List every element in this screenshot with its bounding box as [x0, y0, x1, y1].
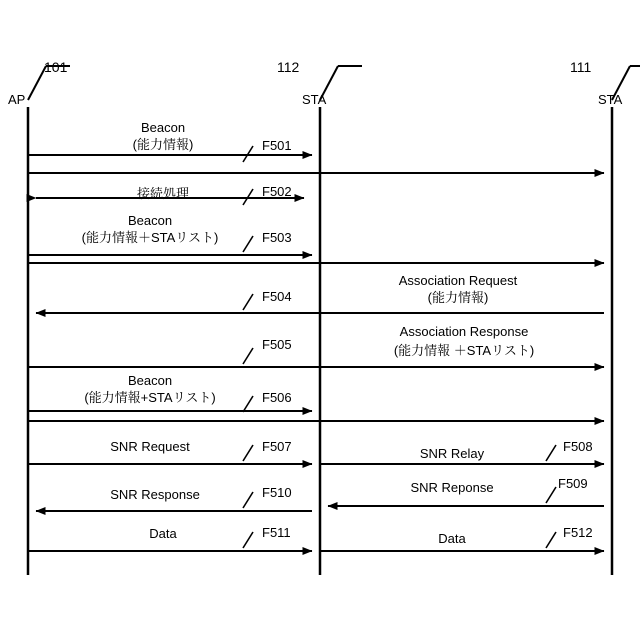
- step-id-f509: F509: [558, 476, 588, 491]
- callout-f505: [243, 348, 253, 364]
- lifeline-leaders: [28, 66, 630, 100]
- step-id-f504: F504: [262, 289, 292, 304]
- node-number-112: 112: [277, 59, 300, 75]
- callout-f504: [243, 294, 253, 310]
- message-label-snr-reponse: SNR Reponse: [410, 480, 494, 495]
- message-label-snr-response: SNR Response: [110, 487, 200, 502]
- callout-f506: [243, 396, 253, 412]
- callout-f508: [546, 445, 556, 461]
- step-id-f505: F505: [262, 337, 292, 352]
- step-id-f501: F501: [262, 138, 292, 153]
- message-label-snr-request: SNR Request: [110, 439, 190, 454]
- step-id-f506: F506: [262, 390, 292, 405]
- node-number-111: 111: [570, 59, 592, 75]
- step-id-f507: F507: [262, 439, 292, 454]
- callout-f511: [243, 532, 253, 548]
- message-label-assoc-request-line2: (能力情報): [427, 290, 489, 305]
- callout-f510: [243, 492, 253, 508]
- step-id-f503: F503: [262, 230, 292, 245]
- message-label-data-right: Data: [438, 531, 466, 546]
- message-label-beacon-1-line2: (能力情報): [132, 137, 194, 152]
- step-id-f512: F512: [563, 525, 593, 540]
- callout-f507: [243, 445, 253, 461]
- step-id-f511: F511: [262, 525, 291, 540]
- message-label-data-left: Data: [149, 526, 177, 541]
- message-label-beacon-1-line1: Beacon: [140, 120, 186, 135]
- step-id-f508: F508: [563, 439, 593, 454]
- lifeline-label-ap: AP: [8, 92, 26, 107]
- message-label-beacon-2-line1: Beacon: [127, 213, 173, 228]
- step-id-f502: F502: [262, 184, 292, 199]
- step-id-f510: F510: [262, 485, 292, 500]
- callout-f512: [546, 532, 556, 548]
- lifeline-label-sta111: STA: [598, 92, 623, 107]
- message-label-snr-relay: SNR Relay: [419, 446, 485, 461]
- message-label-assoc-request-line1: Association Request: [398, 273, 518, 288]
- message-label-beacon-3-line1: Beacon: [127, 373, 173, 388]
- node-number-101: 101: [44, 59, 68, 75]
- message-label-connect: 接続処理: [136, 186, 190, 201]
- callout-f503: [243, 236, 253, 252]
- message-label-beacon-2-line2: (能力情報＋STAリスト): [81, 230, 219, 245]
- message-label-assoc-response-line2: (能力情報 ＋STAリスト): [393, 343, 535, 358]
- message-label-beacon-3-line2: (能力情報+STAリスト): [84, 390, 216, 405]
- callout-f509: [546, 487, 556, 503]
- message-label-assoc-response-line1: Association Response: [399, 324, 529, 339]
- lifeline-label-sta112: STA: [302, 92, 327, 107]
